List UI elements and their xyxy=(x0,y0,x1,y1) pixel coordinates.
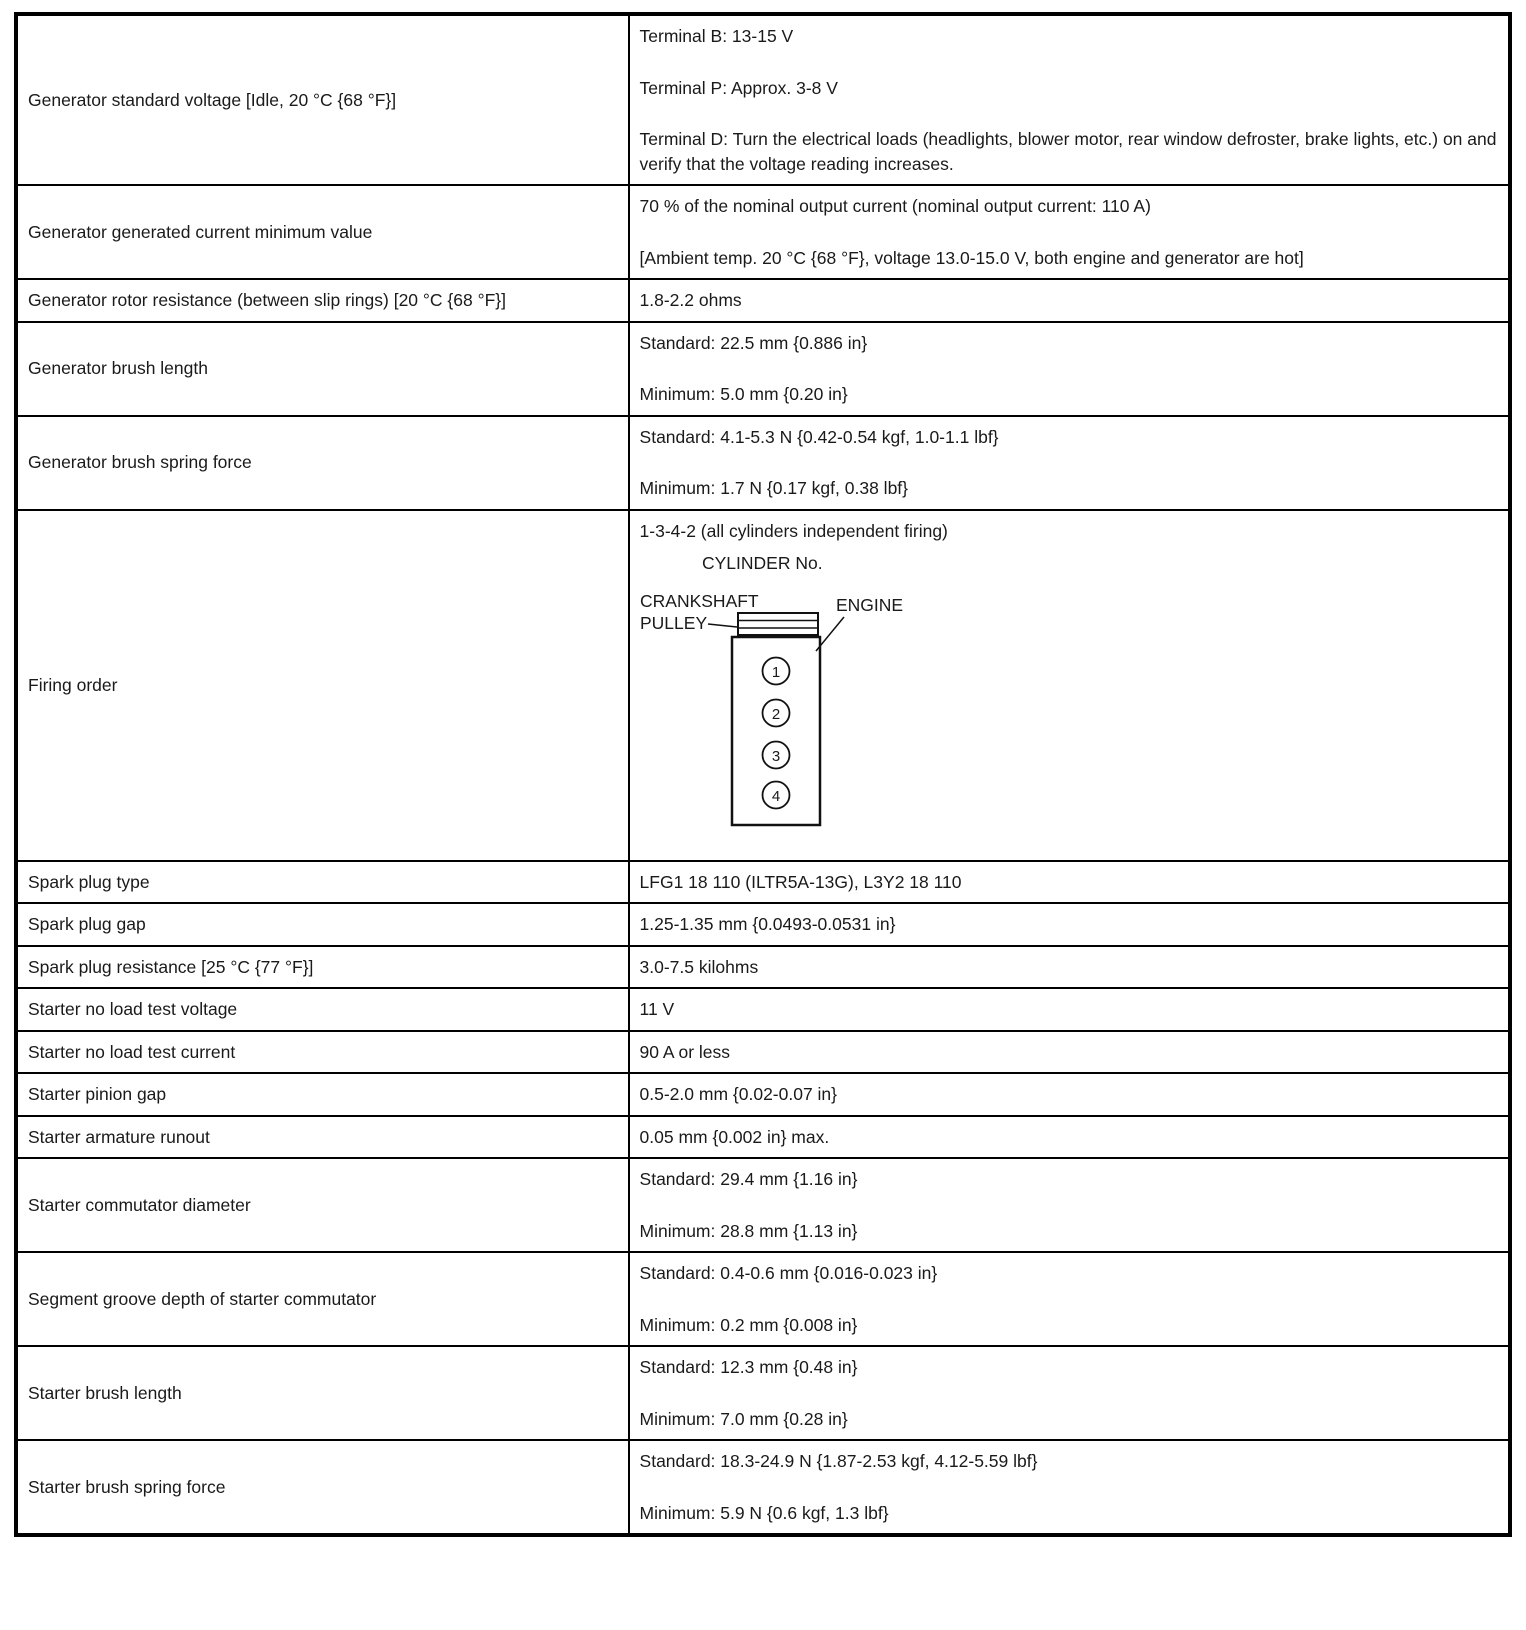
table-row xyxy=(16,903,1510,946)
spec-value-line: 3.0-7.5 kilohms xyxy=(639,956,759,977)
spec-value xyxy=(629,946,1510,989)
spec-value-line: Minimum: 1.7 N {0.17 kgf, 0.38 lbf} xyxy=(639,478,909,498)
table-row xyxy=(16,322,1510,416)
spec-value xyxy=(629,1346,1510,1440)
spec-value-line: 1.25-1.35 mm {0.0493-0.0531 in} xyxy=(639,914,896,934)
table-row xyxy=(16,185,1510,279)
spec-label: Spark plug type xyxy=(16,861,629,904)
spec-label: Segment groove depth of starter commutator xyxy=(16,1252,629,1346)
spec-label: Generator standard voltage [Idle, 20 °C {68 °F}] xyxy=(16,14,629,185)
spec-value xyxy=(629,322,1510,416)
spec-value-line: Standard: 18.3-24.9 N {1.87-2.53 kgf, 4.12-5.59 lbf} xyxy=(639,1451,1038,1471)
table-row xyxy=(16,1440,1510,1535)
spec-label: Generator brush length xyxy=(16,322,629,416)
spec-value-line: Minimum: 5.0 mm {0.20 in} xyxy=(639,384,848,404)
table-row xyxy=(16,1116,1510,1159)
spec-value xyxy=(629,861,1510,904)
spec-label: Generator generated current minimum value xyxy=(16,185,629,279)
cylinder-1-number: 1 xyxy=(771,664,780,681)
spec-label: Starter armature runout xyxy=(16,1116,629,1159)
spec-value xyxy=(629,185,1510,279)
crankshaft-label-line2: PULLEY xyxy=(639,613,707,633)
spec-value-line: Minimum: 5.9 N {0.6 kgf, 1.3 lbf} xyxy=(639,1502,889,1523)
spec-value xyxy=(629,1073,1510,1116)
table-row xyxy=(16,14,1510,185)
engine-cylinder-diagram-svg xyxy=(640,553,980,845)
table-row xyxy=(16,416,1510,510)
spec-value-line: Minimum: 28.8 mm {1.13 in} xyxy=(639,1220,858,1241)
cylinder-no-label: CYLINDER No. xyxy=(701,553,823,573)
spec-label: Spark plug resistance [25 °C {77 °F}] xyxy=(16,946,629,989)
table-row xyxy=(16,1346,1510,1440)
spec-label: Firing order xyxy=(16,510,629,861)
specifications-table xyxy=(14,12,1512,1537)
spec-value xyxy=(629,510,1510,861)
spec-label: Starter no load test voltage xyxy=(16,988,629,1031)
spec-value xyxy=(629,1440,1510,1535)
spec-value xyxy=(629,988,1510,1031)
spec-value-line: Minimum: 0.2 mm {0.008 in} xyxy=(639,1314,858,1335)
table-row xyxy=(16,988,1510,1031)
firing-order-diagram xyxy=(640,553,1498,852)
table-row-firing-order xyxy=(16,510,1510,861)
spec-value-line: [Ambient temp. 20 °C {68 °F}, voltage 13.0-15.0 V, both engine and generator are hot] xyxy=(639,247,1304,268)
spec-value-line: Standard: 29.4 mm {1.16 in} xyxy=(639,1169,858,1189)
table-row xyxy=(16,861,1510,904)
spec-value xyxy=(629,279,1510,322)
spec-value-line: Terminal P: Approx. 3-8 V xyxy=(639,77,838,98)
spec-value-line: Minimum: 7.0 mm {0.28 in} xyxy=(639,1408,848,1429)
spec-value-line: 0.5-2.0 mm {0.02-0.07 in} xyxy=(639,1084,838,1104)
cylinder-2-number: 2 xyxy=(771,706,780,723)
spec-value-line: 11 V xyxy=(639,999,675,1019)
spec-label: Starter brush length xyxy=(16,1346,629,1440)
table-row xyxy=(16,279,1510,322)
spec-value-line: Standard: 12.3 mm {0.48 in} xyxy=(639,1357,858,1377)
engine-label: ENGINE xyxy=(835,595,903,615)
spec-value-line: 1-3-4-2 (all cylinders independent firing) xyxy=(639,520,948,541)
table-row xyxy=(16,946,1510,989)
spec-value xyxy=(629,1252,1510,1346)
spec-value xyxy=(629,14,1510,185)
spec-label: Starter brush spring force xyxy=(16,1440,629,1535)
spec-value-line: Standard: 22.5 mm {0.886 in} xyxy=(639,332,868,353)
spec-value xyxy=(629,903,1510,946)
spec-value-line: 0.05 mm {0.002 in} max. xyxy=(639,1126,830,1147)
spec-value-line: Standard: 0.4-0.6 mm {0.016-0.023 in} xyxy=(639,1263,938,1283)
pulley-pointer-line xyxy=(708,624,737,627)
spec-value-line: 1.8-2.2 ohms xyxy=(639,290,742,310)
spec-label: Starter no load test current xyxy=(16,1031,629,1074)
spec-value xyxy=(629,1116,1510,1159)
spec-value xyxy=(629,416,1510,510)
spec-value xyxy=(629,1158,1510,1252)
spec-value-line: Terminal B: 13-15 V xyxy=(639,26,794,46)
crankshaft-label-line1: CRANKSHAFT xyxy=(639,591,759,611)
spec-value-line: Standard: 4.1-5.3 N {0.42-0.54 kgf, 1.0-1.1 lbf} xyxy=(639,426,999,447)
table-row xyxy=(16,1252,1510,1346)
spec-label: Starter commutator diameter xyxy=(16,1158,629,1252)
spec-value-line: 70 % of the nominal output current (nominal output current: 110 A) xyxy=(639,196,1151,216)
table-row xyxy=(16,1031,1510,1074)
crankshaft-pulley-shape xyxy=(738,613,818,635)
spec-value-line: LFG1 18 110 (ILTR5A-13G), L3Y2 18 110 xyxy=(639,871,962,892)
spec-label: Starter pinion gap xyxy=(16,1073,629,1116)
spec-value xyxy=(629,1031,1510,1074)
table-row xyxy=(16,1073,1510,1116)
spec-label: Generator brush spring force xyxy=(16,416,629,510)
spec-value-line: Terminal D: Turn the electrical loads (headlights, blower motor, rear window defroster, brake lights, etc.) on and verify that the voltage reading increases. xyxy=(639,129,1497,174)
spec-label: Generator rotor resistance (between slip rings) [20 °C {68 °F}] xyxy=(16,279,629,322)
spec-value-line: 90 A or less xyxy=(639,1041,731,1062)
cylinder-4-number: 4 xyxy=(771,788,780,805)
spec-label: Spark plug gap xyxy=(16,903,629,946)
table-row xyxy=(16,1158,1510,1252)
cylinder-3-number: 3 xyxy=(771,748,780,765)
